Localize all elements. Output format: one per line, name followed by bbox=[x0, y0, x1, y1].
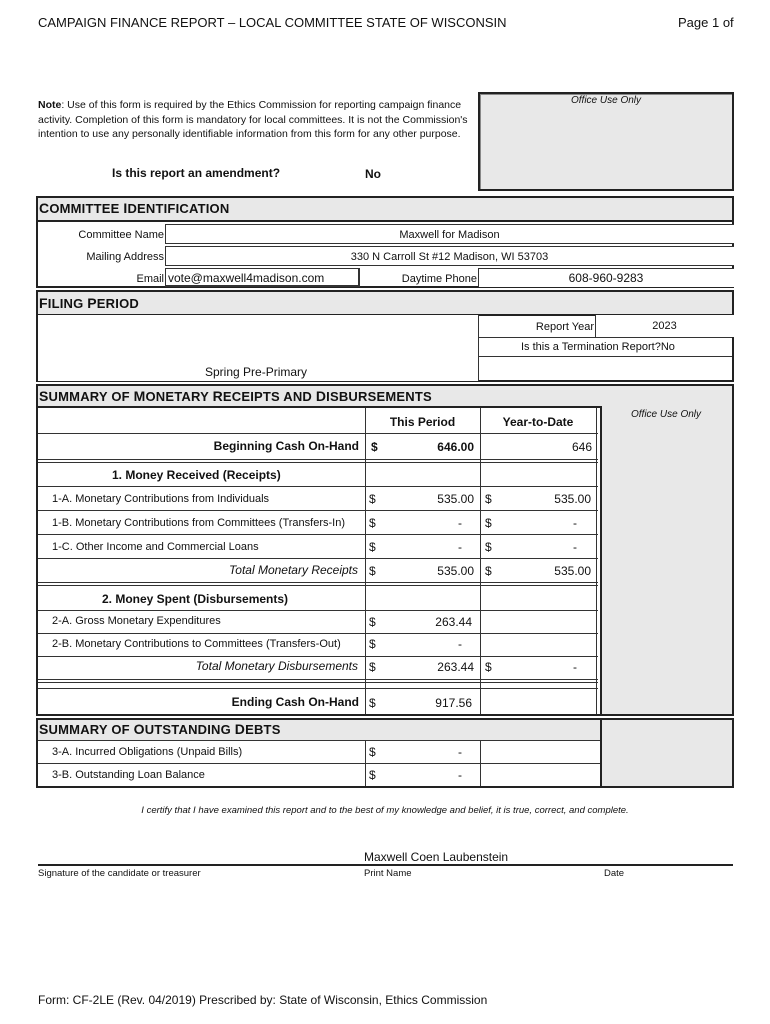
row-2b-period[interactable]: - bbox=[458, 637, 462, 651]
summary-heading: SUMMARY OF MONETARY RECEIPTS AND DISBURSEMENTS bbox=[39, 388, 432, 404]
debts-heading: SUMMARY OF OUTSTANDING DEBTS bbox=[39, 721, 281, 737]
note-text: : Use of this form is required by the Ethics Commission for reporting campaign finance activity. Completion of this form is mandatory for local committees. It is not the Commission's intention to use any personally identifiable information from this form for any other purpose. bbox=[38, 99, 468, 140]
row-1a-ytd[interactable]: 535.00 bbox=[554, 492, 591, 506]
col-this-period: This Period bbox=[389, 415, 456, 429]
email-value: vote@maxwell4madison.com bbox=[168, 271, 325, 285]
beginning-cash-ytd[interactable]: 646 bbox=[571, 440, 592, 454]
money-received-heading: 1. Money Received (Receipts) bbox=[112, 468, 281, 482]
dollar-sign: $ bbox=[369, 564, 376, 578]
row-1c-period[interactable]: - bbox=[458, 540, 462, 554]
dollar-sign: $ bbox=[369, 540, 376, 554]
money-spent-heading: 2. Money Spent (Disbursements) bbox=[102, 592, 289, 606]
total-receipts-label: Total Monetary Receipts bbox=[229, 563, 358, 577]
report-year-label: Report Year bbox=[535, 321, 594, 333]
dollar-sign: $ bbox=[369, 696, 376, 710]
ending-cash-period[interactable]: 917.56 bbox=[435, 696, 472, 710]
certification-text: I certify that I have examined this report and to the best of my knowledge and belief, it is true, correct, and complete. bbox=[141, 805, 629, 816]
office-use-label-summary: Office Use Only bbox=[630, 409, 702, 420]
email-label: Email bbox=[136, 273, 164, 285]
signature-label: Signature of the candidate or treasurer bbox=[38, 868, 201, 879]
office-use-label-top: Office Use Only bbox=[570, 95, 642, 106]
dollar-sign: $ bbox=[371, 440, 378, 454]
col-year-to-date: Year-to-Date bbox=[502, 415, 574, 429]
row-1c-ytd[interactable]: - bbox=[573, 540, 577, 554]
row-2b-label: 2-B. Monetary Contributions to Committees (Transfers-Out) bbox=[52, 638, 341, 650]
form-footer: Form: CF-2LE (Rev. 04/2019) Prescribed by: State of Wisconsin, Ethics Commission bbox=[38, 993, 488, 1007]
office-use-box-debts bbox=[600, 720, 732, 786]
beginning-cash-label: Beginning Cash On-Hand bbox=[213, 439, 359, 453]
ending-cash-label: Ending Cash On-Hand bbox=[231, 695, 359, 709]
row-1b-ytd[interactable]: - bbox=[573, 516, 577, 530]
termination-question: Is this a Termination Report?No bbox=[521, 341, 675, 353]
row-1a-period[interactable]: 535.00 bbox=[437, 492, 474, 506]
dollar-sign: $ bbox=[369, 745, 376, 759]
dollar-sign: $ bbox=[485, 564, 492, 578]
row-1b-period[interactable]: - bbox=[458, 516, 462, 530]
committee-name-label: Committee Name bbox=[78, 229, 164, 241]
dollar-sign: $ bbox=[485, 516, 492, 530]
committee-heading: COMMITTEE IDENTIFICATION bbox=[39, 200, 230, 216]
total-receipts-period[interactable]: 535.00 bbox=[437, 564, 474, 578]
total-disbursements-ytd[interactable]: - bbox=[573, 660, 577, 674]
row-1b-label: 1-B. Monetary Contributions from Committees (Transfers-In) bbox=[52, 517, 346, 529]
filing-heading-bar bbox=[38, 292, 732, 316]
dollar-sign: $ bbox=[485, 492, 492, 506]
row-2a-period[interactable]: 263.44 bbox=[435, 615, 472, 629]
row-1c-label: 1-C. Other Income and Commercial Loans bbox=[52, 541, 259, 553]
total-disbursements-label: Total Monetary Disbursements bbox=[195, 659, 358, 673]
total-receipts-ytd[interactable]: 535.00 bbox=[554, 564, 591, 578]
dollar-sign: $ bbox=[369, 768, 376, 782]
dollar-sign: $ bbox=[369, 516, 376, 530]
beginning-cash-period[interactable]: 646.00 bbox=[437, 440, 474, 454]
form-title: CAMPAIGN FINANCE REPORT – LOCAL COMMITTEE STATE OF WISCONSIN bbox=[38, 15, 507, 30]
phone-value: 608-960-9283 bbox=[568, 271, 644, 285]
dollar-sign: $ bbox=[369, 615, 376, 629]
row-1a-label: 1-A. Monetary Contributions from Individuals bbox=[52, 493, 270, 505]
privacy-note bbox=[38, 98, 478, 142]
row-2a-label: 2-A. Gross Monetary Expenditures bbox=[52, 615, 221, 627]
mailing-address-label: Mailing Address bbox=[86, 251, 164, 263]
page-number: Page 1 of bbox=[678, 15, 734, 30]
note-label: Note bbox=[38, 99, 62, 111]
row-3b-label: 3-B. Outstanding Loan Balance bbox=[52, 769, 205, 781]
amendment-answer[interactable]: No bbox=[365, 167, 381, 181]
row-3b-value[interactable]: - bbox=[458, 768, 462, 782]
total-disbursements-period[interactable]: 263.44 bbox=[437, 660, 474, 674]
committee-name-value: Maxwell for Madison bbox=[399, 229, 500, 241]
amendment-question: Is this report an amendment? bbox=[112, 166, 281, 180]
filing-period-value: Spring Pre-Primary bbox=[205, 365, 308, 379]
mailing-address-value: 330 N Carroll St #12 Madison, WI 53703 bbox=[350, 251, 549, 263]
filing-heading: FILING PERIOD bbox=[39, 295, 139, 311]
dollar-sign: $ bbox=[369, 637, 376, 651]
date-label: Date bbox=[604, 868, 625, 879]
dollar-sign: $ bbox=[485, 660, 492, 674]
row-3a-value[interactable]: - bbox=[458, 745, 462, 759]
phone-label: Daytime Phone bbox=[401, 273, 477, 285]
print-name-label: Print Name bbox=[364, 868, 412, 879]
signature-line bbox=[38, 864, 733, 866]
office-use-box-summary bbox=[600, 406, 732, 714]
dollar-sign: $ bbox=[485, 540, 492, 554]
termination-answer[interactable]: No bbox=[660, 341, 675, 353]
dollar-sign: $ bbox=[369, 492, 376, 506]
print-name-value[interactable]: Maxwell Coen Laubenstein bbox=[364, 850, 509, 864]
dollar-sign: $ bbox=[369, 660, 376, 674]
row-3a-label: 3-A. Incurred Obligations (Unpaid Bills) bbox=[52, 746, 243, 758]
report-year-value: 2023 bbox=[652, 320, 677, 332]
